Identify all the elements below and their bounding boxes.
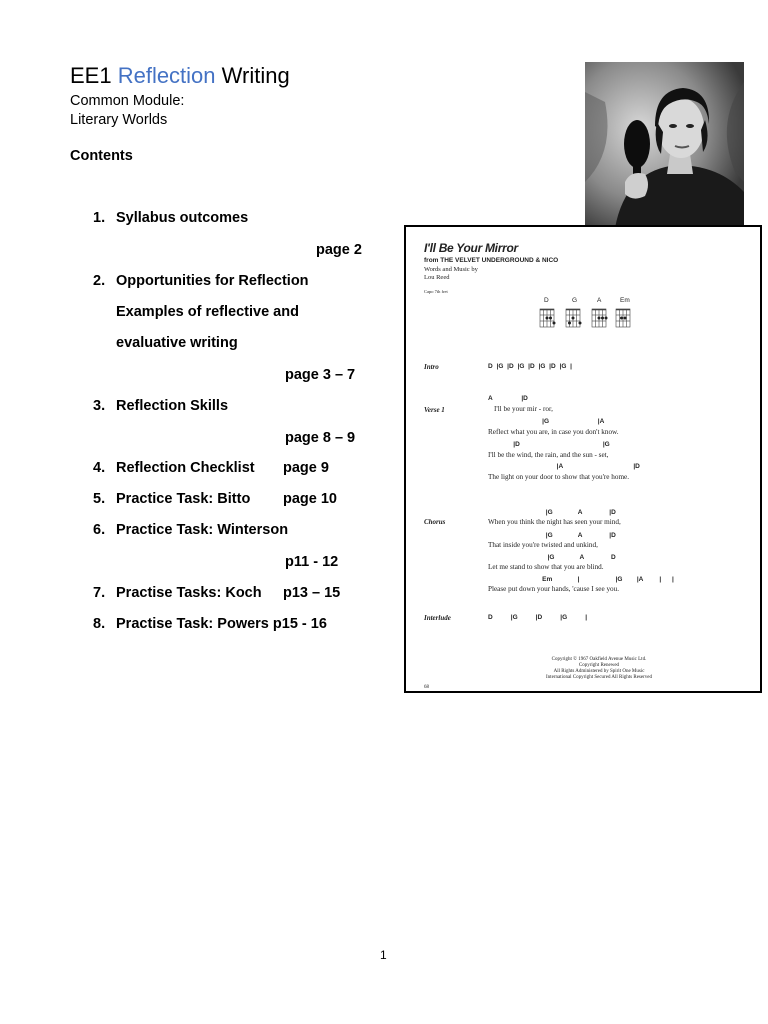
subtitle-worlds: Literary Worlds	[70, 112, 168, 128]
toc-item-8: 8. Practise Task: Powers p15 - 16	[93, 616, 327, 632]
section-chorus: Chorus	[424, 518, 446, 526]
verse-lyric-1: I'll be your mir - ror,	[494, 405, 553, 413]
contents-heading: Contents	[70, 148, 133, 164]
toc-item-1: 1. Syllabus outcomes	[93, 210, 249, 226]
chorus-chords-1: |G A |D	[488, 509, 616, 516]
chord-label-a: A	[597, 297, 602, 304]
toc-page-2: page 3 – 7	[285, 367, 356, 383]
toc-item-4: 4. Reflection Checklist page 9	[93, 460, 329, 476]
document-title: EE1 Reflection Writing	[70, 63, 290, 88]
intro-chords: D |G |D |G |D |G |D |G |	[488, 363, 572, 370]
toc-item-6: 6. Practice Task: Winterson	[93, 522, 289, 538]
toc-page-1: page 2	[316, 242, 362, 258]
chord-label-d: D	[544, 297, 549, 304]
verse-chords-1: A |D	[488, 395, 528, 402]
chorus-chords-2: |G A |D	[488, 532, 616, 539]
chord-label-em: Em	[620, 297, 630, 304]
chorus-chords-3: |G A D	[488, 554, 616, 561]
toc-item-2: 2. Opportunities for Reflection	[93, 273, 309, 289]
song-author: Lou Reed	[424, 274, 450, 281]
interlude-chords: D |G |D |G |	[488, 614, 588, 621]
toc-item-2-line2: Examples of reflective and	[116, 304, 299, 320]
chorus-chords-4: Em | |G |A | |	[488, 576, 674, 583]
copyright-notice: Copyright © 1967 Oakfield Avenue Music Ltd. Copyright Renewed All Rights Administered by Spirit One Music International Copyright Secured All Rights Reserved	[546, 657, 652, 680]
song-title: I'll Be Your Mirror	[424, 241, 518, 255]
song-sheet	[404, 225, 762, 693]
sheet-page-number: 68	[424, 685, 429, 690]
verse-chords-2: |G |A	[488, 418, 605, 425]
toc-item-5: 5. Practice Task: Bitto page 10	[93, 491, 337, 507]
capo-note: Capo 7th fret	[424, 289, 448, 294]
verse-lyric-4: The light on your door to show that you're home.	[488, 473, 630, 481]
toc-page-3: page 8 – 9	[285, 430, 356, 446]
toc-item-3: 3. Reflection Skills	[93, 398, 229, 414]
song-source: from THE VELVET UNDERGROUND & NICO	[424, 257, 559, 264]
verse-lyric-2: Reflect what you are, in case you don't know.	[488, 428, 619, 436]
chorus-lyric-1: When you think the night has seen your mind,	[488, 518, 621, 526]
section-intro: Intro	[424, 363, 439, 371]
portrait-photo	[585, 62, 744, 228]
subtitle-module: Common Module:	[70, 93, 185, 109]
title-accent: Reflection	[117, 63, 216, 88]
chord-label-g: G	[572, 297, 578, 304]
portrait-photo-icon	[585, 62, 744, 228]
page-number: 1	[380, 948, 387, 962]
section-verse: Verse 1	[424, 406, 445, 414]
verse-chords-4: |A |D	[488, 463, 640, 470]
verse-lyric-3: I'll be the wind, the rain, and the sun - set,	[488, 451, 609, 459]
chorus-lyric-3: Let me stand to show that you are blind.	[488, 563, 604, 571]
chorus-lyric-4: Please put down your hands, 'cause I see you.	[488, 585, 620, 593]
verse-chords-3: |D |G	[488, 441, 610, 448]
chord-diagrams-icon	[538, 307, 638, 331]
song-credit: Words and Music by	[424, 266, 478, 273]
section-interlude: Interlude	[424, 614, 451, 622]
toc-item-7: 7. Practise Tasks: Koch p13 – 15	[93, 585, 341, 601]
toc-page-6: p11 - 12	[285, 554, 339, 570]
chorus-lyric-2: That inside you're twisted and unkind,	[488, 541, 598, 549]
toc-item-2-line3: evaluative writing	[116, 335, 238, 351]
